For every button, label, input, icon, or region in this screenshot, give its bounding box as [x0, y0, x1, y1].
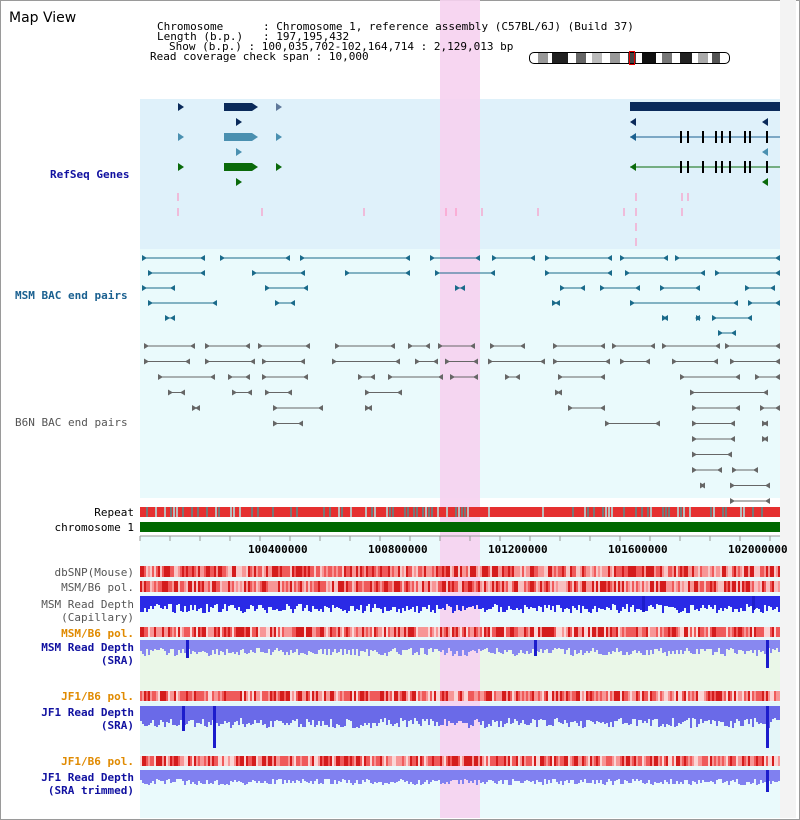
- label-jf1-b6-pol2: JF1/B6 pol.: [61, 755, 134, 768]
- length-info: Length (b.p.) : 197,195,432: [157, 30, 350, 43]
- chromosome-label: Chromosome: [157, 20, 224, 33]
- jf1-b6-pol-track: [140, 691, 780, 701]
- msm-b6-pol-track: [140, 581, 780, 592]
- axis-tick-label: 102000000: [728, 543, 788, 556]
- label-sra: (SRA): [100, 654, 134, 667]
- label-sra-trimmed: (SRA trimmed): [47, 784, 134, 797]
- label-jf1-b6-pol: JF1/B6 pol.: [61, 690, 134, 703]
- coverage-info: Read coverage check span : 10,000: [150, 50, 369, 63]
- show-info: Show (b.p.) : 100,035,702-102,164,714 : 2,129,013 bp: [169, 40, 514, 53]
- page-title: Map View: [9, 10, 77, 26]
- label-msm-read-depth-sra: MSM Read Depth: [41, 641, 134, 654]
- chromosome-value: Chromosome 1, reference assembly (C57BL/6J) (Build 37): [276, 20, 634, 33]
- label-refseq: RefSeq Genes: [50, 168, 130, 181]
- length-label: Length (b.p.): [157, 30, 244, 43]
- label-msm-b6-pol: MSM/B6 pol.: [61, 581, 134, 594]
- label-repeat: Repeat: [94, 506, 134, 519]
- show-label: Show (b.p.): [169, 40, 242, 53]
- msm-b6-pol2-track: [140, 627, 780, 637]
- label-b6n-bac: B6N BAC end pairs: [15, 416, 128, 429]
- right-margin: [780, 0, 796, 818]
- jf1-b6-pol2-track: [140, 756, 780, 766]
- label-sra-2: (SRA): [100, 719, 134, 732]
- chromosome-info: Chromosome : Chromosome 1, reference assembly (C57BL/6J) (Build 37): [157, 20, 634, 33]
- label-msm-read-depth: MSM Read Depth: [41, 598, 134, 611]
- label-chromosome: chromosome 1: [54, 521, 134, 534]
- axis-tick-label: 101200000: [488, 543, 548, 556]
- dbsnp-track: [140, 566, 780, 577]
- label-dbsnp: dbSNP(Mouse): [54, 566, 134, 579]
- chromosome-bar: [140, 522, 780, 532]
- axis-tick-label: 101600000: [608, 543, 668, 556]
- coverage-label: Read coverage check span: [150, 50, 309, 63]
- label-jf1-read-depth: JF1 Read Depth: [41, 706, 134, 719]
- axis-tick-label: 100800000: [368, 543, 428, 556]
- show-value: 100,035,702-102,164,714 : 2,129,013 bp: [261, 40, 514, 53]
- label-capillary: (Capillary): [61, 611, 134, 624]
- label-msm-bac: MSM BAC end pairs: [15, 289, 128, 302]
- coverage-value: 10,000: [328, 50, 369, 63]
- axis-tick-label: 100400000: [248, 543, 308, 556]
- ideogram-position-marker: [629, 51, 635, 65]
- label-msm-b6-pol2: MSM/B6 pol.: [61, 627, 134, 640]
- length-value: 197,195,432: [276, 30, 350, 43]
- label-jf1-read-depth-2: JF1 Read Depth: [41, 771, 134, 784]
